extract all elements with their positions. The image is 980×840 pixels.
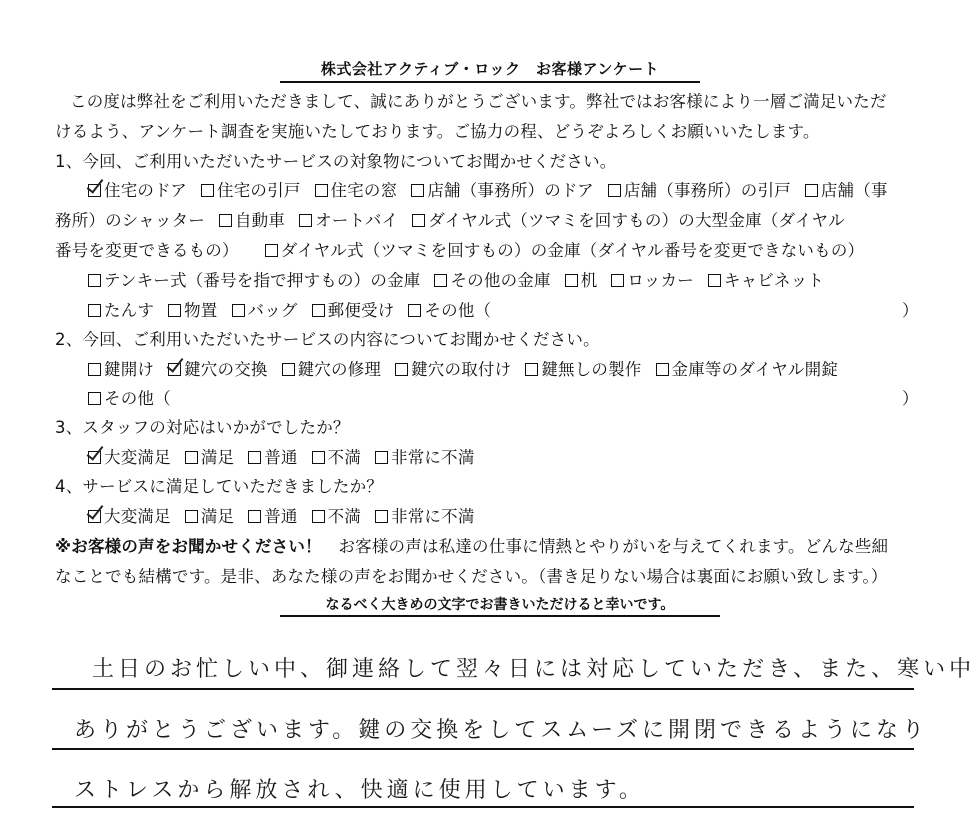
q1-other-close-paren: ）: [902, 301, 919, 320]
voice-text-2: なことでも結構です。是非、あなた様の声をお聞かせください。（書き足りない場合は裏面にお願い致します。）: [55, 567, 888, 586]
checkbox[interactable]: [434, 274, 447, 287]
checkbox[interactable]: [411, 184, 424, 197]
q2-option-cylinder-replace[interactable]: 鍵穴の交換: [168, 356, 268, 380]
writing-rule-1: [52, 688, 914, 690]
checkbox-checked[interactable]: [88, 184, 101, 197]
checkbox[interactable]: [312, 510, 325, 523]
q1-option-other-safe[interactable]: その他の金庫: [434, 267, 550, 291]
checkbox[interactable]: [88, 274, 101, 287]
q4-option-very-satisfied[interactable]: 大変満足: [88, 503, 171, 527]
q4-options: [88, 503, 489, 527]
handwritten-line-2: ありがとうございます。鍵の交換をしてスムーズに開閉できるようになり: [74, 718, 929, 743]
q2-option-safe-dial-open[interactable]: 金庫等のダイヤル開錠: [656, 356, 839, 380]
q3-question: 3、スタッフの対応はいかがでしたか？: [55, 418, 350, 437]
checkbox[interactable]: [565, 274, 578, 287]
q3-options: [88, 444, 489, 468]
q1-row-4: [88, 267, 838, 291]
q4-option-dissatisfied[interactable]: 不満: [312, 503, 361, 527]
checkbox[interactable]: [805, 184, 818, 197]
checkbox[interactable]: [282, 363, 295, 376]
checkbox[interactable]: [299, 214, 312, 227]
checkbox[interactable]: [312, 451, 325, 464]
q2-question: 2、今回、ご利用いただいたサービスの内容についてお聞かせください。: [55, 330, 600, 349]
checkbox-checked[interactable]: [168, 363, 181, 376]
q2-row-1: [88, 356, 852, 380]
voice-line-1: [55, 533, 888, 557]
q3-option-very-dissatisfied[interactable]: 非常に不満: [375, 444, 475, 468]
q1-option-house-sliding-door[interactable]: 住宅の引戸: [201, 177, 301, 201]
q2-option-cylinder-repair[interactable]: 鍵穴の修理: [282, 356, 382, 380]
q3-option-very-satisfied[interactable]: 大変満足: [88, 444, 171, 468]
survey-title: 株式会社アクティブ・ロック お客様アンケート: [280, 58, 700, 83]
checkbox[interactable]: [248, 510, 261, 523]
q2-option-cylinder-install[interactable]: 鍵穴の取付け: [395, 356, 511, 380]
checkbox[interactable]: [708, 274, 721, 287]
handwritten-line-1: 土日のお忙しい中、御連絡して翌々日には対応していただき、また、寒い中: [92, 657, 976, 682]
q1-option-large-dial-safe[interactable]: ダイヤル式（ツマミを回すもの）の大型金庫（ダイヤル: [412, 207, 845, 231]
q1-option-dial-safe[interactable]: ダイヤル式（ツマミを回すもの）の金庫（ダイヤル番号を変更できないもの）: [265, 237, 865, 261]
checkbox-checked[interactable]: [88, 510, 101, 523]
q1-option-large-dial-safe-cont: 番号を変更できるもの）: [55, 241, 239, 260]
checkbox-checked[interactable]: [88, 451, 101, 464]
checkbox[interactable]: [525, 363, 538, 376]
intro-line-1: この度は弊社をご利用いただきまして、誠にありがとうございます。弊社ではお客様により一層ご満足いただ: [70, 92, 887, 111]
checkbox[interactable]: [185, 451, 198, 464]
handwritten-line-3: ストレスから解放され、快適に使用しています。: [74, 778, 645, 803]
q4-option-very-dissatisfied[interactable]: 非常に不満: [375, 503, 475, 527]
q1-option-cabinet[interactable]: キャビネット: [708, 267, 824, 291]
q1-question: 1、今回、ご利用いただいたサービスの対象物についてお聞かせください。: [55, 152, 617, 171]
checkbox[interactable]: [375, 510, 388, 523]
q1-row-1: [88, 177, 902, 201]
checkbox[interactable]: [408, 304, 421, 317]
checkbox[interactable]: [265, 244, 278, 257]
checkbox[interactable]: [395, 363, 408, 376]
q2-option-key-making[interactable]: 鍵無しの製作: [525, 356, 641, 380]
q1-option-house-door[interactable]: 住宅のドア: [88, 177, 187, 201]
q2-option-other[interactable]: その他（: [88, 385, 171, 409]
checkbox[interactable]: [232, 304, 245, 317]
intro-line-2: けるよう、アンケート調査を実施いたしております。ご協力の程、どうぞよろしくお願いいたします。: [55, 122, 820, 141]
q1-option-chest[interactable]: たんす: [88, 297, 154, 321]
voice-note: なるべく大きめの文字でお書きいただけると幸いです。: [280, 594, 720, 617]
q4-option-satisfied[interactable]: 満足: [185, 503, 234, 527]
q1-row-3: [55, 237, 878, 261]
writing-rule-3: [52, 806, 914, 808]
checkbox[interactable]: [248, 451, 261, 464]
q1-option-bag[interactable]: バッグ: [232, 297, 298, 321]
checkbox[interactable]: [219, 214, 232, 227]
checkbox[interactable]: [88, 392, 101, 405]
q1-option-motorbike[interactable]: オートバイ: [299, 207, 398, 231]
checkbox[interactable]: [201, 184, 214, 197]
q2-other-close-paren: ）: [902, 389, 919, 408]
q1-option-house-window[interactable]: 住宅の窓: [315, 177, 398, 201]
checkbox[interactable]: [312, 304, 325, 317]
q2-option-unlock[interactable]: 鍵開け: [88, 356, 154, 380]
q3-option-neutral[interactable]: 普通: [248, 444, 297, 468]
checkbox[interactable]: [375, 451, 388, 464]
q1-row-2: [55, 207, 859, 231]
checkbox[interactable]: [88, 363, 101, 376]
voice-text-1: お客様の声は私達の仕事に情熱とやりがいを与えてくれます。どんな些細: [321, 537, 889, 556]
checkbox[interactable]: [185, 510, 198, 523]
writing-rule-2: [52, 748, 914, 750]
q1-option-desk[interactable]: 机: [565, 267, 598, 291]
q4-option-neutral[interactable]: 普通: [248, 503, 297, 527]
q1-option-store-door[interactable]: 店舗（事務所）のドア: [411, 177, 594, 201]
q1-option-store-shutter[interactable]: 店舗（事: [805, 177, 888, 201]
q1-option-car[interactable]: 自動車: [219, 207, 285, 231]
q2-row-2: [88, 385, 185, 409]
q1-option-store-shutter-cont: 務所）のシャッター: [55, 211, 205, 230]
q1-option-locker[interactable]: ロッカー: [611, 267, 693, 291]
q1-option-storage-shed[interactable]: 物置: [168, 297, 217, 321]
checkbox[interactable]: [315, 184, 328, 197]
checkbox[interactable]: [608, 184, 621, 197]
q1-option-other[interactable]: その他（: [408, 297, 491, 321]
q3-option-satisfied[interactable]: 満足: [185, 444, 234, 468]
q1-row-5: [88, 297, 505, 321]
q1-option-keypad-safe[interactable]: テンキー式（番号を指で押すもの）の金庫: [88, 267, 420, 291]
checkbox[interactable]: [168, 304, 181, 317]
q1-option-mailbox[interactable]: 郵便受け: [312, 297, 395, 321]
q3-option-dissatisfied[interactable]: 不満: [312, 444, 361, 468]
checkbox[interactable]: [88, 304, 101, 317]
checkbox[interactable]: [412, 214, 425, 227]
checkbox[interactable]: [611, 274, 624, 287]
checkbox[interactable]: [656, 363, 669, 376]
q1-option-store-sliding-door[interactable]: 店舗（事務所）の引戸: [608, 177, 791, 201]
voice-heading: ※お客様の声をお聞かせください！: [55, 537, 322, 556]
q4-question: 4、サービスに満足していただきましたか？: [55, 477, 383, 496]
